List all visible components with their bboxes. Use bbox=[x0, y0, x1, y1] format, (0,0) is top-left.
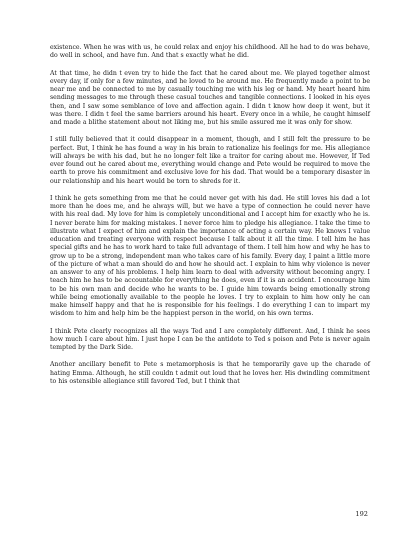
page-number: 192 bbox=[355, 510, 368, 518]
document-body bbox=[50, 44, 370, 395]
paragraph-6: Another ancillary benefit to Pete s metamorphosis is that he temporarily gave up the charade of hating Emma. Although, he still couldn t admit out loud that he loves her. His dwindling commitment to his ostensible allegiance still favored Ted, but I think that bbox=[50, 361, 370, 385]
paragraph-2: At that time, he didn t even try to hide the fact that he cared about me. We played together almost every day, if only for a few minutes, and he loved to be around me. He frequently made a point to be near me and be connected to me by casually touching me with his leg or hand. My heart heard him sending messages to me through these casual touches and tangible connections. I looked in his eyes then, and I saw some semblance of love and affection again. I didn t know how deep it went, but it was there. I didn t feel the same barriers around his heart. Every once in a while, he caught himself and made a blithe statement about not liking me, but his smile assured me it was only for show. bbox=[50, 69, 370, 126]
paragraph-4: I think he gets something from me that he could never get with his dad. He still loves his dad a lot more than he does me, and he always will, but we have a type of connection he could never have with his real dad. My love for him is completely unconditional and I accept him for exactly who he is. I never berate him for making mistakes. I never force him to pledge his allegiance. I take the time to illustrate what I expect of him and explain the importance of acting a certain way. He knows I value education and treating everyone with respect because I talk about it all the time. I tell him he has special gifts and he has to work hard to take full advantage of them. I tell him how and why he has to grow up to be a strong, independent man who takes care of his family. Every day, I paint a little more of the picture of what a man should do and how he should act. I explain to him why violence is never an answer to any of his problems. I help him learn to deal with adversity without becoming angry. I teach him he has to be accountable for everything he does, even if it is an accident. I encourage him to be his own man and decide who he wants to be. I guide him towards being emotionally strong while being emotionally available to the people he loves. I try to explain to him how only he can make himself happy and that he is responsible for his feelings. I do everything I can to impart my wisdom to him and help him be the happiest person in the world, on his own terms. bbox=[50, 194, 370, 318]
paragraph-1: existence. When he was with us, he could relax and enjoy his childhood. All he had to do was behave, do well in school, and have fun. And that s exactly what he did. bbox=[50, 44, 370, 60]
paragraph-5: I think Pete clearly recognizes all the ways Ted and I are completely different. And, I think he sees how much I care about him. I just hope I can be the antidote to Ted s poison and Pete is never again tempted by the Dark Side. bbox=[50, 327, 370, 351]
paragraph-3: I still fully believed that it could disappear in a moment, though, and I still felt the pressure to be perfect. But, I think he has found a way in his brain to rationalize his feelings for me. His allegiance will always be with his dad, but he no longer felt like a traitor for caring about me. However, If Ted ever found out he cared about me, everything would change and Pete would be required to move the earth to prove his commitment and exclusive love for his dad. That would be a temporary disaster in our relationship and his heart would be torn to shreds for it. bbox=[50, 136, 370, 185]
